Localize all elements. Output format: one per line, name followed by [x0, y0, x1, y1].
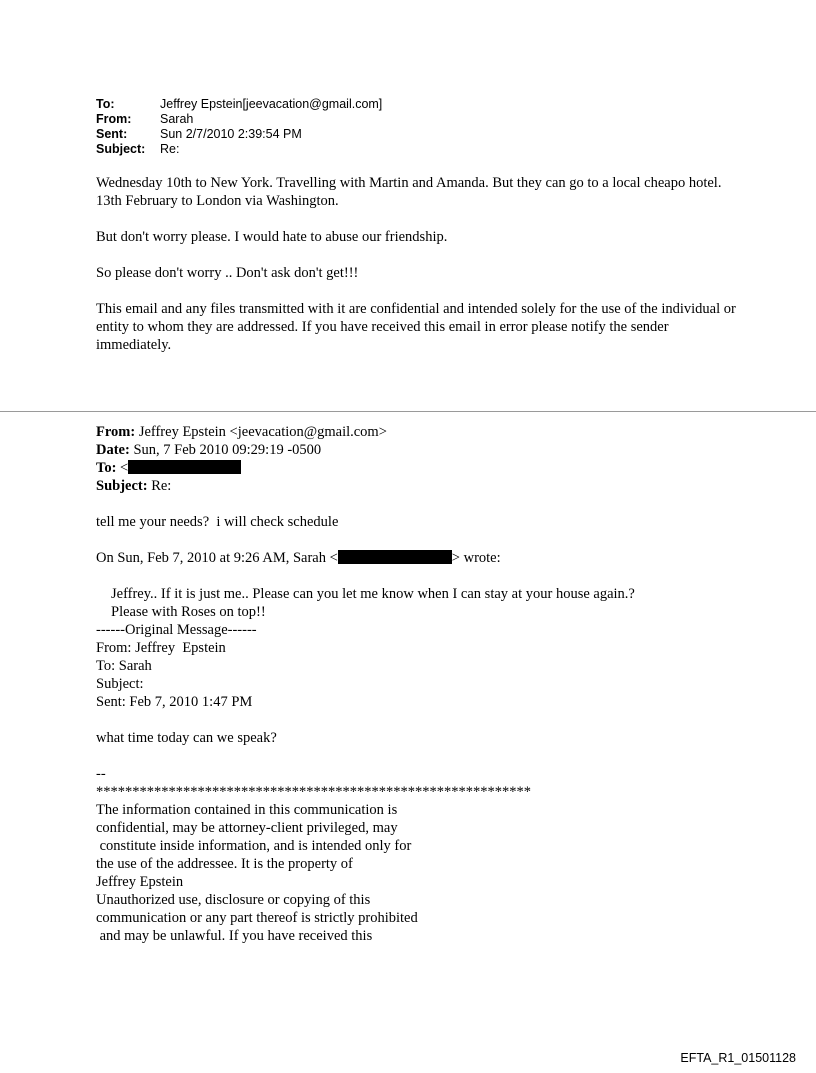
quoted-from-row [96, 423, 736, 441]
quoted-subject-value: Re: [147, 478, 172, 494]
subject-value: Re: [160, 142, 180, 156]
quoted-line-2: Please with Roses on top!! [111, 604, 266, 620]
to-label: To: [96, 97, 115, 111]
quoted-line-1: Jeffrey.. If it is just me.. Please can you let me know when I can stay at your house again.? [111, 586, 635, 602]
disclaimer-line: The information contained in this communication is [96, 802, 398, 818]
signature-dashes: -- [96, 766, 106, 782]
disclaimer-line: Jeffrey Epstein [96, 874, 184, 890]
body-paragraph-3: So please don't worry .. Don't ask don't get!!! [96, 265, 359, 281]
quoted-from-label: From: [96, 424, 136, 440]
disclaimer-line: the use of the addressee. It is the property of [96, 856, 353, 872]
original-body: what time today can we speak? [96, 730, 277, 746]
reply-body: tell me your needs? i will check schedule [96, 514, 339, 530]
message-body [96, 174, 736, 354]
quoted-date-value: Sun, 7 Feb 2010 09:29:19 -0500 [129, 442, 322, 458]
from-value: Sarah [160, 112, 194, 126]
redaction-block [128, 460, 241, 474]
quoted-from-value: Jeffrey Epstein <jeevacation@gmail.com> [135, 424, 387, 440]
quoted-subject-row [96, 477, 736, 495]
header-from-row [96, 112, 382, 127]
message-separator [0, 411, 816, 412]
original-message-label: ------Original Message------ [96, 622, 257, 638]
quoted-to-label: To: [96, 460, 117, 476]
original-subject: Subject: [96, 676, 144, 692]
quoted-date-label: Date: [96, 442, 130, 458]
body-paragraph-1: Wednesday 10th to New York. Travelling with Martin and Amanda. But they can go to a local cheapo hotel. 13th February to London via Washington. [96, 175, 722, 209]
confidentiality-notice [96, 300, 736, 354]
sent-value: Sun 2/7/2010 2:39:54 PM [160, 127, 302, 141]
email-header [96, 97, 382, 157]
document-id: EFTA_R1_01501128 [680, 1051, 796, 1065]
disclaimer-line: constitute inside information, and is intended only for [96, 838, 412, 854]
original-to: To: Sarah [96, 658, 152, 674]
star-divider: ************************************************************ [96, 784, 531, 800]
header-to-row [96, 97, 382, 112]
quote-intro-suffix: > wrote: [451, 550, 501, 566]
sent-label: Sent: [96, 127, 128, 141]
disclaimer-line: communication or any part thereof is strictly prohibited [96, 910, 418, 926]
header-subject-row [96, 142, 382, 157]
quote-intro [96, 549, 736, 567]
subject-label: Subject: [96, 142, 146, 156]
body-paragraph-2: But don't worry please. I would hate to abuse our friendship. [96, 229, 448, 245]
header-sent-row [96, 127, 382, 142]
quoted-thread [96, 423, 736, 945]
quoted-to-value: < [116, 460, 129, 476]
disclaimer-line: Unauthorized use, disclosure or copying of this [96, 892, 371, 908]
quoted-subject-label: Subject: [96, 478, 148, 494]
original-sent: Sent: Feb 7, 2010 1:47 PM [96, 694, 253, 710]
to-value: Jeffrey Epstein[jeevacation@gmail.com] [160, 97, 383, 111]
quoted-date-row [96, 441, 736, 459]
redaction-block [338, 550, 452, 564]
confidentiality-text: This email and any files transmitted with it are confidential and intended solely for the use of the individual or entity to whom they are addressed. If you have received this email in error please notify the sender [96, 301, 736, 335]
disclaimer-line: confidential, may be attorney-client privileged, may [96, 820, 398, 836]
confidentiality-text-end: immediately. [96, 337, 172, 353]
disclaimer-line: and may be unlawful. If you have received this [96, 928, 373, 944]
quote-intro-prefix: On Sun, Feb 7, 2010 at 9:26 AM, Sarah < [96, 550, 338, 566]
from-label: From: [96, 112, 132, 126]
original-from: From: Jeffrey Epstein [96, 640, 226, 656]
quoted-to-row [96, 459, 736, 477]
